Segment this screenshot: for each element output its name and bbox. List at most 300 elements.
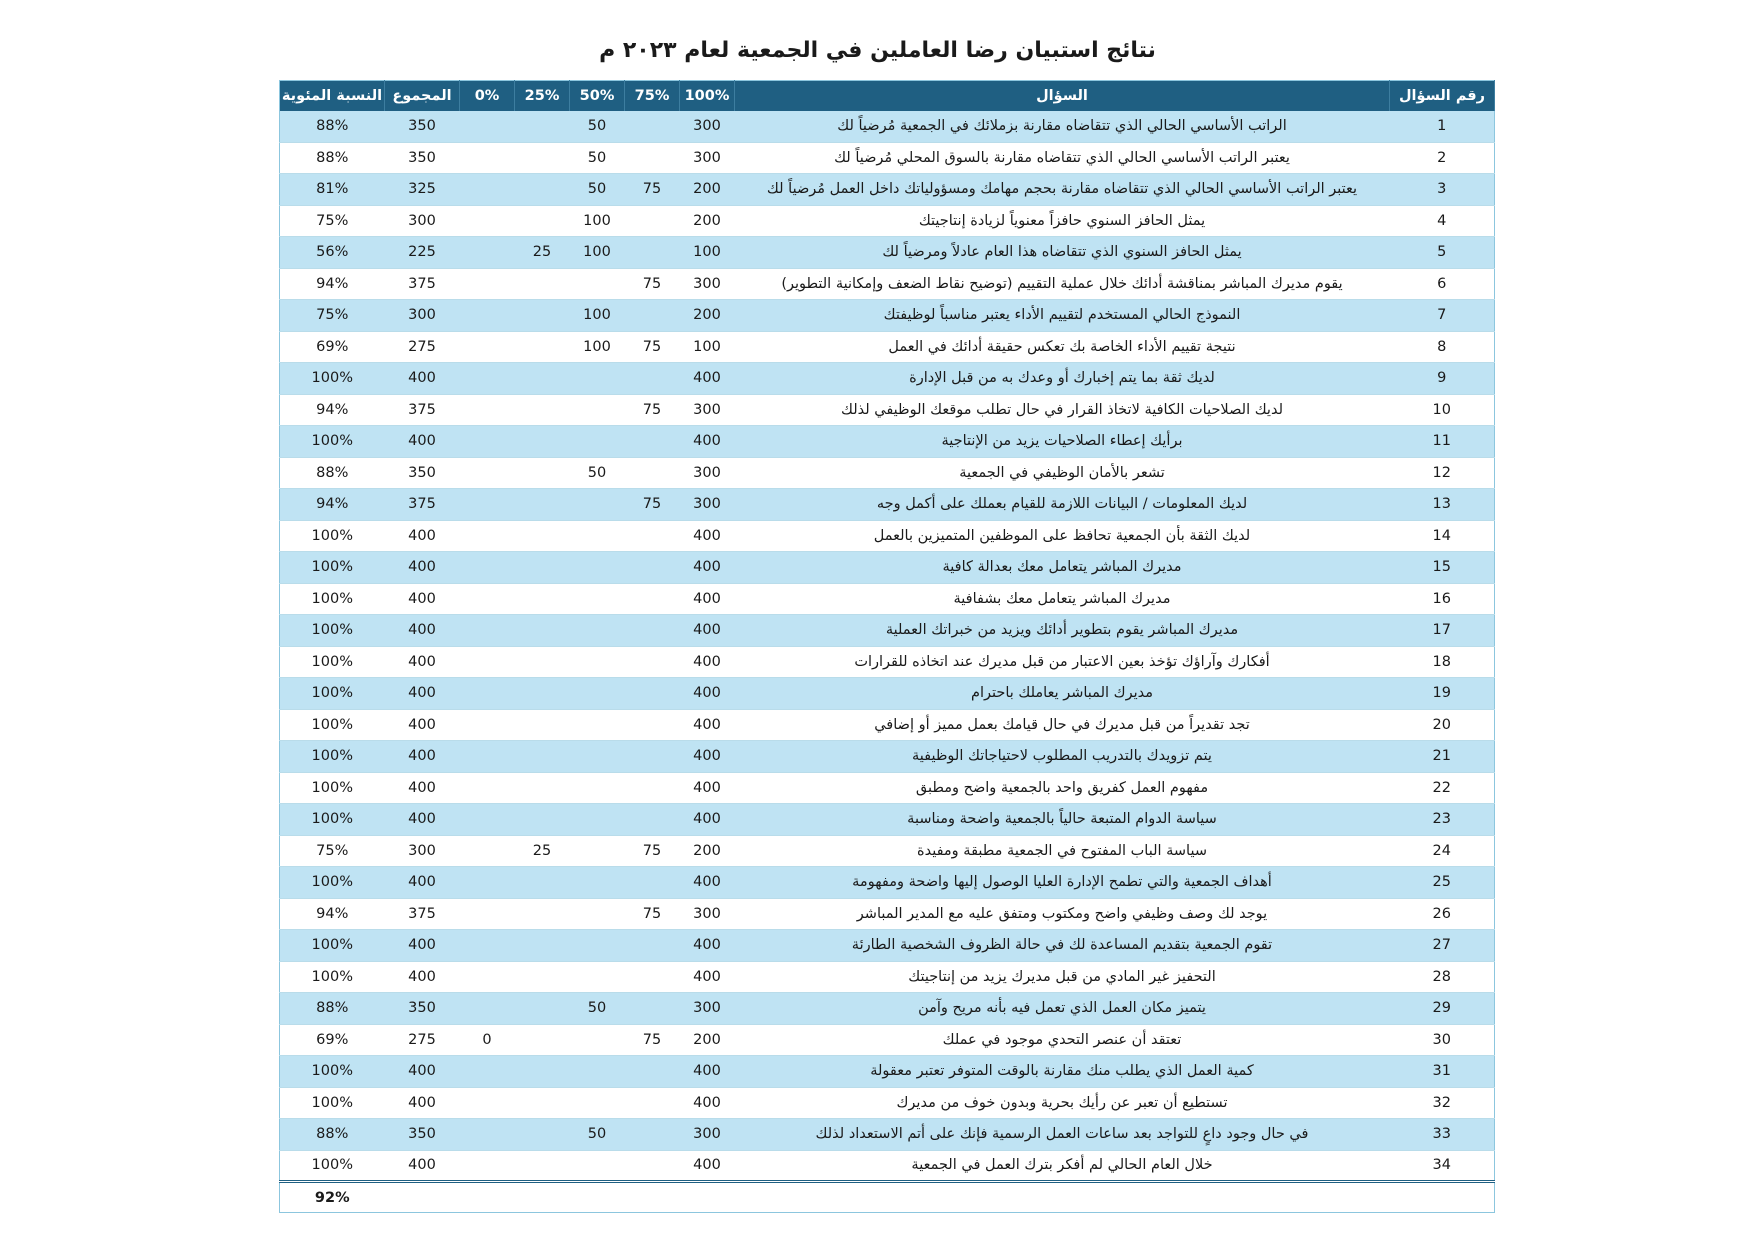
table-row [280,552,1495,584]
score-25-cell [515,772,570,804]
question-number-cell: 7 [1390,300,1495,332]
score-75-cell [625,867,680,899]
score-100-cell: 400 [680,741,735,773]
percentage-cell: 94% [280,898,385,930]
score-0-cell [460,394,515,426]
question-number-cell: 9 [1390,363,1495,395]
score-100-cell: 300 [680,268,735,300]
question-cell: يتم تزويدك بالتدريب المطلوب لاحتياجاتك الوظيفية [735,741,1390,773]
total-cell: 300 [385,300,460,332]
score-0-cell [460,709,515,741]
score-75-cell [625,1119,680,1151]
score-50-cell: 50 [570,1119,625,1151]
table-row [280,709,1495,741]
question-cell: مديرك المباشر يتعامل معك بعدالة كافية [735,552,1390,584]
score-25-cell [515,520,570,552]
score-0-cell [460,1119,515,1151]
percentage-cell: 100% [280,741,385,773]
question-cell: لديك الصلاحيات الكافية لاتخاذ القرار في حال تطلب موقعك الوظيفي لذلك [735,394,1390,426]
table-row [280,993,1495,1025]
table-row [280,489,1495,521]
question-number-cell: 12 [1390,457,1495,489]
question-number-cell: 2 [1390,142,1495,174]
percentage-cell: 88% [280,111,385,143]
question-number-cell: 20 [1390,709,1495,741]
score-100-cell: 400 [680,1150,735,1182]
score-50-cell [570,394,625,426]
question-cell: يقوم مديرك المباشر بمناقشة أدائك خلال عملية التقييم (توضيح نقاط الضعف وإمكانية التطوير) [735,268,1390,300]
question-cell: سياسة الدوام المتبعة حالياً بالجمعية واضحة ومناسبة [735,804,1390,836]
percentage-cell: 56% [280,237,385,269]
score-25-cell [515,111,570,143]
question-number-cell: 11 [1390,426,1495,458]
table-row [280,583,1495,615]
percentage-cell: 69% [280,1024,385,1056]
total-cell: 375 [385,394,460,426]
question-cell: كمية العمل الذي يطلب منك مقارنة بالوقت المتوفر تعتبر معقولة [735,1056,1390,1088]
total-cell: 400 [385,552,460,584]
percentage-cell: 100% [280,867,385,899]
total-cell: 350 [385,993,460,1025]
total-cell: 400 [385,1150,460,1182]
score-75-cell [625,615,680,647]
score-75-cell [625,237,680,269]
total-cell: 300 [385,205,460,237]
score-50-cell [570,552,625,584]
score-75-cell [625,1056,680,1088]
score-25-cell [515,331,570,363]
percentage-cell: 100% [280,363,385,395]
percentage-cell: 69% [280,331,385,363]
total-cell: 325 [385,174,460,206]
score-50-cell [570,867,625,899]
score-25-cell [515,394,570,426]
percentage-cell: 100% [280,1087,385,1119]
table-row [280,426,1495,458]
question-cell: يعتبر الراتب الأساسي الحالي الذي تتقاضاه مقارنة بالسوق المحلي مُرضياً لك [735,142,1390,174]
score-50-cell: 50 [570,993,625,1025]
header-total: المجموع [385,81,460,111]
score-100-cell: 200 [680,205,735,237]
score-100-cell: 200 [680,835,735,867]
total-cell: 400 [385,363,460,395]
table-row [280,237,1495,269]
score-0-cell [460,489,515,521]
score-75-cell [625,678,680,710]
table-body [280,111,1495,1182]
score-25-cell [515,583,570,615]
score-75-cell: 75 [625,268,680,300]
question-number-cell: 24 [1390,835,1495,867]
percentage-cell: 75% [280,835,385,867]
percentage-cell: 88% [280,993,385,1025]
score-100-cell: 400 [680,426,735,458]
score-75-cell: 75 [625,1024,680,1056]
score-25-cell [515,457,570,489]
table-row [280,363,1495,395]
score-100-cell: 300 [680,142,735,174]
score-100-cell: 400 [680,615,735,647]
question-number-cell: 14 [1390,520,1495,552]
header-question-number: رقم السؤال [1390,81,1495,111]
percentage-cell: 100% [280,426,385,458]
percentage-cell: 75% [280,205,385,237]
score-100-cell: 300 [680,489,735,521]
question-number-cell: 6 [1390,268,1495,300]
score-25-cell [515,1056,570,1088]
score-0-cell [460,1150,515,1182]
percentage-cell: 100% [280,646,385,678]
score-25-cell [515,300,570,332]
total-cell: 400 [385,583,460,615]
score-100-cell: 300 [680,1119,735,1151]
table-row [280,678,1495,710]
score-0-cell [460,993,515,1025]
percentage-cell: 88% [280,457,385,489]
score-100-cell: 300 [680,457,735,489]
question-number-cell: 13 [1390,489,1495,521]
question-number-cell: 26 [1390,898,1495,930]
score-0-cell [460,300,515,332]
percentage-cell: 100% [280,804,385,836]
table-row [280,268,1495,300]
table-row [280,804,1495,836]
score-75-cell [625,1150,680,1182]
header-percentage: النسبة المئوية [280,81,385,111]
score-100-cell: 400 [680,583,735,615]
question-number-cell: 23 [1390,804,1495,836]
score-75-cell [625,142,680,174]
table-row [280,331,1495,363]
score-25-cell [515,174,570,206]
percentage-cell: 100% [280,520,385,552]
question-cell: سياسة الباب المفتوح في الجمعية مطبقة ومفيدة [735,835,1390,867]
total-cell: 400 [385,961,460,993]
score-25-cell [515,898,570,930]
score-100-cell: 400 [680,1056,735,1088]
total-cell: 400 [385,867,460,899]
total-cell: 275 [385,1024,460,1056]
table-row [280,1087,1495,1119]
score-50-cell [570,615,625,647]
question-number-cell: 5 [1390,237,1495,269]
score-75-cell [625,583,680,615]
score-100-cell: 400 [680,552,735,584]
question-cell: تقوم الجمعية بتقديم المساعدة لك في حالة الظروف الشخصية الطارئة [735,930,1390,962]
score-50-cell [570,678,625,710]
question-number-cell: 4 [1390,205,1495,237]
header-50: 50% [570,81,625,111]
score-50-cell [570,489,625,521]
score-50-cell [570,741,625,773]
question-number-cell: 17 [1390,615,1495,647]
question-cell: يمثل الحافز السنوي حافزاً معنوياً لزيادة إنتاجيتك [735,205,1390,237]
question-cell: نتيجة تقييم الأداء الخاصة بك تعكس حقيقة أدائك في العمل [735,331,1390,363]
score-75-cell: 75 [625,489,680,521]
score-100-cell: 400 [680,1087,735,1119]
header-row [280,81,1495,111]
percentage-cell: 100% [280,1056,385,1088]
score-100-cell: 400 [680,961,735,993]
question-cell: تشعر بالأمان الوظيفي في الجمعية [735,457,1390,489]
score-0-cell [460,678,515,710]
question-cell: أفكارك وآراؤك تؤخذ بعين الاعتبار من قبل مديرك عند اتخاذه للقرارات [735,646,1390,678]
total-cell: 400 [385,678,460,710]
score-0-cell [460,804,515,836]
percentage-cell: 94% [280,268,385,300]
score-50-cell [570,1056,625,1088]
score-75-cell: 75 [625,174,680,206]
score-25-cell [515,961,570,993]
score-0-cell [460,835,515,867]
score-0-cell [460,552,515,584]
score-75-cell [625,426,680,458]
percentage-cell: 88% [280,142,385,174]
score-25-cell [515,741,570,773]
percentage-cell: 75% [280,300,385,332]
total-cell: 400 [385,646,460,678]
header-0: 0% [460,81,515,111]
score-100-cell: 300 [680,993,735,1025]
table-row [280,520,1495,552]
score-50-cell [570,1087,625,1119]
question-number-cell: 21 [1390,741,1495,773]
score-25-cell [515,426,570,458]
score-50-cell [570,835,625,867]
table-row [280,835,1495,867]
question-number-cell: 19 [1390,678,1495,710]
question-number-cell: 15 [1390,552,1495,584]
score-100-cell: 400 [680,646,735,678]
total-cell: 350 [385,111,460,143]
score-75-cell [625,772,680,804]
question-cell: لديك المعلومات / البيانات اللازمة للقيام بعملك على أكمل وجه [735,489,1390,521]
question-cell: تعتقد أن عنصر التحدي موجود في عملك [735,1024,1390,1056]
table-row [280,615,1495,647]
score-0-cell [460,1087,515,1119]
score-25-cell [515,142,570,174]
score-25-cell [515,993,570,1025]
total-cell: 400 [385,709,460,741]
score-0-cell [460,520,515,552]
question-number-cell: 29 [1390,993,1495,1025]
table-row [280,741,1495,773]
score-75-cell [625,961,680,993]
table-row [280,1056,1495,1088]
score-100-cell: 100 [680,237,735,269]
score-75-cell [625,457,680,489]
score-0-cell [460,363,515,395]
score-50-cell [570,426,625,458]
percentage-cell: 88% [280,1119,385,1151]
score-50-cell: 50 [570,457,625,489]
score-75-cell [625,741,680,773]
score-75-cell [625,993,680,1025]
total-cell: 400 [385,520,460,552]
question-number-cell: 10 [1390,394,1495,426]
score-100-cell: 400 [680,520,735,552]
page-title: نتائج استبيان رضا العاملين في الجمعية لعام ٢٠٢٣ م [599,38,1156,63]
question-cell: خلال العام الحالي لم أفكر بترك العمل في الجمعية [735,1150,1390,1182]
question-cell: برأيك إعطاء الصلاحيات يزيد من الإنتاجية [735,426,1390,458]
table-row [280,300,1495,332]
score-75-cell [625,709,680,741]
score-75-cell: 75 [625,331,680,363]
score-25-cell [515,268,570,300]
score-50-cell [570,268,625,300]
footer-empty [385,1182,1495,1213]
question-number-cell: 16 [1390,583,1495,615]
score-50-cell [570,709,625,741]
percentage-cell: 100% [280,930,385,962]
score-50-cell: 100 [570,331,625,363]
score-0-cell [460,268,515,300]
total-cell: 400 [385,772,460,804]
score-75-cell: 75 [625,835,680,867]
score-50-cell [570,772,625,804]
score-25-cell [515,930,570,962]
question-cell: تجد تقديراً من قبل مديرك في حال قيامك بعمل مميز أو إضافي [735,709,1390,741]
total-cell: 375 [385,898,460,930]
score-100-cell: 400 [680,363,735,395]
percentage-cell: 81% [280,174,385,206]
score-50-cell [570,961,625,993]
score-0-cell [460,1056,515,1088]
score-25-cell: 25 [515,237,570,269]
question-cell: لديك الثقة بأن الجمعية تحافظ على الموظفين المتميزين بالعمل [735,520,1390,552]
question-number-cell: 32 [1390,1087,1495,1119]
score-50-cell [570,520,625,552]
question-cell: أهداف الجمعية والتي تطمح الإدارة العليا الوصول إليها واضحة ومفهومة [735,867,1390,899]
score-0-cell [460,646,515,678]
score-25-cell [515,646,570,678]
header-100: 100% [680,81,735,111]
score-0-cell [460,930,515,962]
score-50-cell: 50 [570,111,625,143]
percentage-cell: 94% [280,394,385,426]
score-25-cell [515,1150,570,1182]
score-25-cell [515,205,570,237]
score-0-cell [460,898,515,930]
score-50-cell [570,363,625,395]
score-0-cell [460,867,515,899]
total-cell: 400 [385,741,460,773]
total-cell: 400 [385,615,460,647]
score-100-cell: 400 [680,930,735,962]
score-50-cell: 50 [570,142,625,174]
score-25-cell [515,1024,570,1056]
score-0-cell [460,331,515,363]
score-25-cell [515,867,570,899]
question-number-cell: 27 [1390,930,1495,962]
footer-row [280,1182,1495,1213]
total-cell: 225 [385,237,460,269]
question-number-cell: 30 [1390,1024,1495,1056]
total-cell: 350 [385,1119,460,1151]
score-0-cell [460,615,515,647]
score-75-cell [625,205,680,237]
table-row [280,961,1495,993]
score-75-cell: 75 [625,394,680,426]
score-100-cell: 400 [680,709,735,741]
score-50-cell [570,1024,625,1056]
score-75-cell [625,1087,680,1119]
question-cell: يمثل الحافز السنوي الذي تتقاضاه هذا العام عادلاً ومرضياً لك [735,237,1390,269]
question-number-cell: 1 [1390,111,1495,143]
score-100-cell: 400 [680,804,735,836]
question-cell: في حال وجود داعٍ للتواجد بعد ساعات العمل الرسمية فإنك على أتم الاستعداد لذلك [735,1119,1390,1151]
score-50-cell [570,930,625,962]
score-50-cell [570,804,625,836]
question-cell: يعتبر الراتب الأساسي الحالي الذي تتقاضاه مقارنة بحجم مهامك ومسؤولياتك داخل العمل مُرضياً لك [735,174,1390,206]
table-row [280,174,1495,206]
score-75-cell: 75 [625,898,680,930]
score-75-cell [625,552,680,584]
score-0-cell [460,111,515,143]
score-25-cell [515,709,570,741]
score-100-cell: 300 [680,111,735,143]
question-number-cell: 18 [1390,646,1495,678]
score-25-cell [515,363,570,395]
total-cell: 350 [385,457,460,489]
score-0-cell [460,142,515,174]
score-50-cell [570,898,625,930]
question-cell: لديك ثقة بما يتم إخبارك أو وعدك به من قبل الإدارة [735,363,1390,395]
score-100-cell: 400 [680,678,735,710]
score-25-cell [515,489,570,521]
score-0-cell [460,174,515,206]
score-25-cell [515,552,570,584]
question-cell: مديرك المباشر يقوم بتطوير أدائك ويزيد من خبراتك العملية [735,615,1390,647]
percentage-cell: 100% [280,678,385,710]
score-25-cell [515,804,570,836]
question-number-cell: 25 [1390,867,1495,899]
score-100-cell: 300 [680,898,735,930]
score-25-cell [515,615,570,647]
table-row [280,646,1495,678]
question-cell: النموذج الحالي المستخدم لتقييم الأداء يعتبر مناسباً لوظيفتك [735,300,1390,332]
score-100-cell: 200 [680,1024,735,1056]
question-cell: الراتب الأساسي الحالي الذي تتقاضاه مقارنة بزملائك في الجمعية مُرضياً لك [735,111,1390,143]
question-number-cell: 28 [1390,961,1495,993]
percentage-cell: 94% [280,489,385,521]
question-cell: مديرك المباشر يتعامل معك بشفافية [735,583,1390,615]
score-0-cell [460,237,515,269]
score-0-cell [460,426,515,458]
question-cell: تستطيع أن تعبر عن رأيك بحرية وبدون خوف من مديرك [735,1087,1390,1119]
score-0-cell [460,741,515,773]
score-75-cell [625,300,680,332]
header-25: 25% [515,81,570,111]
score-0-cell [460,961,515,993]
total-cell: 400 [385,804,460,836]
total-cell: 400 [385,1087,460,1119]
score-0-cell: 0 [460,1024,515,1056]
question-cell: التحفيز غير المادي من قبل مديرك يزيد من إنتاجيتك [735,961,1390,993]
score-75-cell [625,363,680,395]
table-row [280,1024,1495,1056]
question-number-cell: 33 [1390,1119,1495,1151]
table-row [280,457,1495,489]
total-cell: 375 [385,268,460,300]
percentage-cell: 100% [280,709,385,741]
header-75: 75% [625,81,680,111]
overall-percentage: 92% [280,1182,385,1213]
score-100-cell: 100 [680,331,735,363]
score-100-cell: 400 [680,772,735,804]
score-50-cell [570,1150,625,1182]
score-0-cell [460,772,515,804]
